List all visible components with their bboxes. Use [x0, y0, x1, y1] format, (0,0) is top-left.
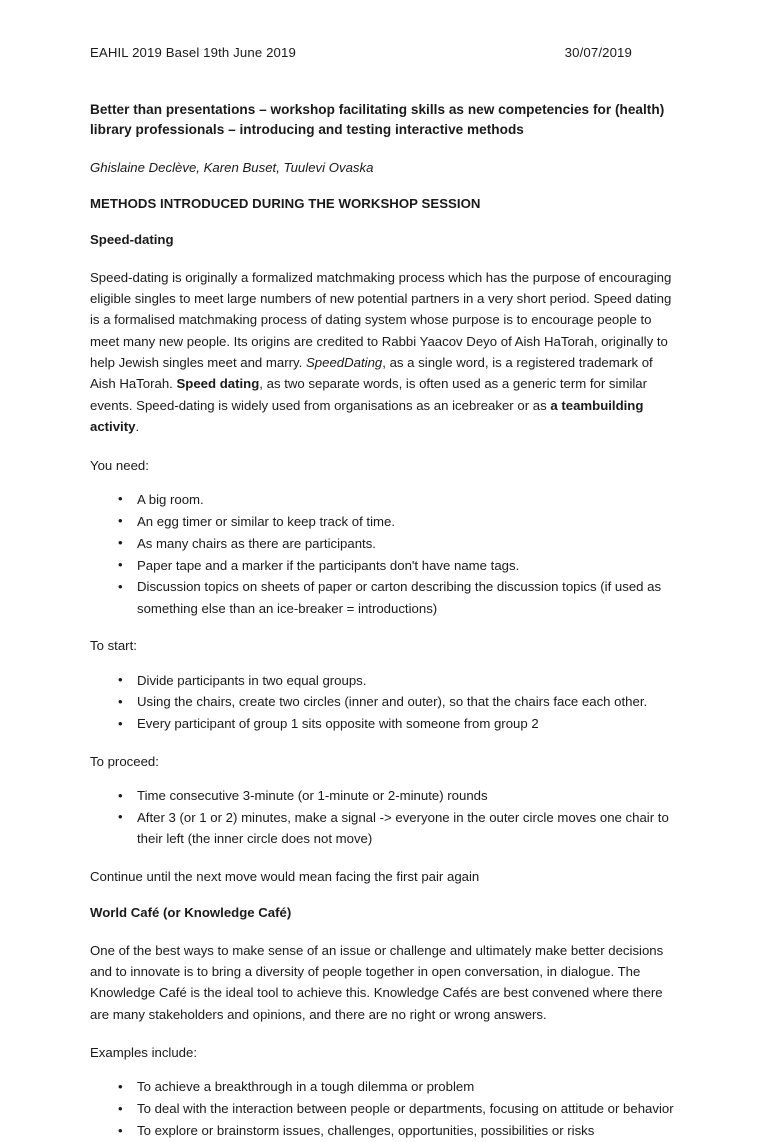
intro-bold-speed-dating: Speed dating: [176, 376, 260, 392]
subheading-speed-dating: Speed-dating: [90, 232, 174, 248]
intro-text-part-1: Speed-dating is originally a formalized matchmaking process which has the purpose of encouraging eligible singles to meet large numbers of new potential partners in a very short period. Speed dating is a formalised matchmaking process of dating system whose purpose is to encourage people to meet many new people. Its origins are credited to Rabbi Yaacov Deyo of Aish HaTorah, originally to help Jewish singles meet and marry.: [90, 269, 672, 371]
to-proceed-label: To proceed:: [90, 753, 159, 769]
intro-bold-teambuilding: a teambuilding activity: [90, 397, 644, 435]
list-item: • After 3 (or 1 or 2) minutes, make a signal -> everyone in the outer circle moves one chair to their left (the inner circle does not move): [90, 807, 680, 850]
author-line: Ghislaine Declève, Karen Buset, Tuulevi Ovaska: [90, 160, 374, 176]
header-conference-label: EAHIL 2019 Basel 19th June 2019: [90, 45, 296, 60]
document-title: Better than presentations – workshop facilitating skills as new competencies for (health) library professionals – introducing and testing interactive methods: [90, 101, 665, 138]
list-item: • Divide participants in two equal groups.: [90, 670, 680, 691]
examples-include-label: Examples include:: [90, 1045, 198, 1061]
list-item: • As many chairs as there are participants.: [90, 533, 680, 554]
intro-text-part-2: , as a single word, is a registered trademark of Aish HaTorah.: [90, 355, 653, 392]
list-item: • To achieve a breakthrough in a tough dilemma or problem: [90, 1076, 680, 1097]
header-date: 30/07/2019: [564, 45, 632, 60]
list-item: • A big room.: [90, 489, 680, 510]
list-item: • To deal with the interaction between people or departments, focusing on attitude or behavior: [90, 1098, 680, 1119]
list-item: • An egg timer or similar to keep track of time.: [90, 511, 680, 532]
list-item: • To explore or brainstorm issues, challenges, opportunities, possibilities or risks: [90, 1120, 680, 1141]
intro-italic-speeddating: SpeedDating: [305, 355, 383, 371]
list-item: • Discussion topics on sheets of paper or carton describing the discussion topics (if used as something else than an ice-breaker = introductions): [90, 576, 680, 619]
you-need-label: You need:: [90, 457, 149, 473]
you-need-list: [90, 489, 680, 619]
world-cafe-paragraph: One of the best ways to make sense of an issue or challenge and ultimately make better decisions and to innovate is to bring a diversity of people together in open conversation, in dialogue. The Knowledge Café is the ideal tool to achieve this. Knowledge Cafés are best convened where there are many stakeholders and opinions, and there are no right or wrong answers.: [90, 942, 664, 1022]
list-item: • Time consecutive 3-minute (or 1-minute or 2-minute) rounds: [90, 785, 680, 806]
intro-text-part-4: .: [135, 419, 140, 435]
to-start-label: To start:: [90, 638, 137, 654]
to-proceed-list: [90, 785, 680, 850]
speed-dating-closing-paragraph: Continue until the next move would mean facing the first pair again: [90, 868, 480, 884]
list-item: • Using the chairs, create two circles (inner and outer), so that the chairs face each other.: [90, 691, 680, 712]
list-item: • Paper tape and a marker if the participants don't have name tags.: [90, 555, 680, 576]
speed-dating-intro-paragraph: [90, 267, 680, 438]
intro-text-part-3: , as two separate words, is often used as a generic term for similar events. Speed-dating is widely used from organisations as an icebreaker or as: [90, 376, 648, 413]
document-header: [90, 44, 680, 62]
list-item: • Every participant of group 1 sits opposite with someone from group 2: [90, 713, 680, 734]
to-start-list: [90, 670, 680, 735]
section-heading-methods: METHODS INTRODUCED DURING THE WORKSHOP SESSION: [90, 195, 481, 211]
examples-list: [90, 1076, 680, 1141]
subheading-world-cafe: World Café (or Knowledge Café): [90, 905, 292, 921]
